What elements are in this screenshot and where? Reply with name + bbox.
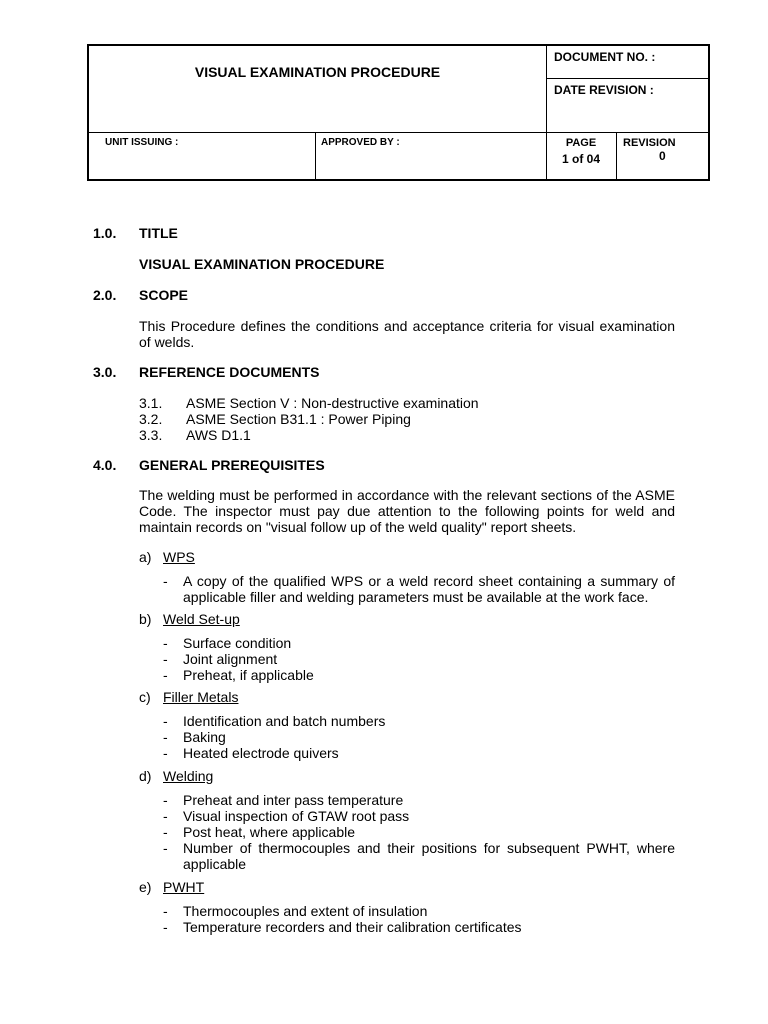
- item-letter: d): [139, 768, 152, 784]
- item-letter: c): [139, 689, 151, 705]
- dash-bullet: -: [163, 824, 168, 840]
- section-text: This Procedure defines the conditions and acceptance criteria for visual examination of welds.: [139, 318, 675, 350]
- section-heading: SCOPE: [139, 287, 189, 303]
- document-title: VISUAL EXAMINATION PROCEDURE: [194, 64, 441, 80]
- dash-bullet: -: [163, 808, 168, 824]
- dash-bullet: -: [163, 903, 168, 919]
- item-title: Filler Metals: [163, 689, 239, 705]
- section-text: VISUAL EXAMINATION PROCEDURE: [139, 256, 385, 272]
- dash-bullet: -: [163, 792, 168, 808]
- dash-bullet: -: [163, 713, 168, 729]
- list-item: Preheat and inter pass temperature: [183, 792, 404, 808]
- dash-bullet: -: [163, 651, 168, 667]
- dash-bullet: -: [163, 729, 168, 745]
- list-item: Identification and batch numbers: [183, 713, 386, 729]
- dash-bullet: -: [163, 635, 168, 651]
- reference-text: ASME Section B31.1 : Power Piping: [186, 411, 411, 427]
- section-number: 1.0.: [93, 225, 117, 241]
- item-letter: e): [139, 879, 152, 895]
- reference-number: 3.1.: [139, 395, 163, 411]
- dash-bullet: -: [163, 667, 168, 683]
- item-title: WPS: [163, 549, 195, 565]
- revision-label: REVISION: [623, 137, 676, 149]
- divider: [616, 132, 617, 179]
- section-number: 2.0.: [93, 287, 117, 303]
- unit-issuing-label: UNIT ISSUING :: [105, 137, 179, 148]
- dash-bullet: -: [163, 745, 168, 761]
- list-item: Heated electrode quivers: [183, 745, 339, 761]
- document-header: [87, 44, 710, 181]
- list-item: Number of thermocouples and their positions for subsequent PWHT, where applicable: [183, 840, 675, 872]
- item-title: Weld Set-up: [163, 611, 240, 627]
- reference-number: 3.2.: [139, 411, 163, 427]
- list-item: Temperature recorders and their calibration certificates: [183, 919, 522, 935]
- list-item: Preheat, if applicable: [183, 667, 314, 683]
- list-item: A copy of the qualified WPS or a weld record sheet containing a summary of applicable filler and welding parameters must be available at the work face.: [183, 573, 675, 605]
- reference-text: AWS D1.1: [186, 427, 251, 443]
- section-text: The welding must be performed in accordance with the relevant sections of the ASME Code. The inspector must pay due attention to the following points for weld and maintain records on "visual follow up of the weld quality" report sheets.: [139, 487, 675, 535]
- divider: [546, 78, 708, 79]
- section-number: 4.0.: [93, 457, 117, 473]
- document-no-label: DOCUMENT NO. :: [554, 50, 656, 64]
- list-item: Visual inspection of GTAW root pass: [183, 808, 410, 824]
- list-item: Thermocouples and extent of insulation: [183, 903, 428, 919]
- item-title: PWHT: [163, 879, 205, 895]
- divider: [315, 132, 316, 179]
- reference-text: ASME Section V : Non-destructive examination: [186, 395, 479, 411]
- section-number: 3.0.: [93, 364, 117, 380]
- section-heading: GENERAL PREREQUISITES: [139, 457, 325, 473]
- item-letter: a): [139, 549, 152, 565]
- section-heading: TITLE: [139, 225, 178, 241]
- page-value: 1 of 04: [561, 152, 600, 166]
- dash-bullet: -: [163, 840, 168, 856]
- dash-bullet: -: [163, 573, 168, 589]
- reference-number: 3.3.: [139, 427, 163, 443]
- revision-value: 0: [659, 149, 666, 163]
- list-item: Joint alignment: [183, 651, 278, 667]
- date-revision-label: DATE REVISION :: [554, 83, 654, 97]
- list-item: Surface condition: [183, 635, 292, 651]
- section-heading: REFERENCE DOCUMENTS: [139, 364, 320, 380]
- approved-by-label: APPROVED BY :: [321, 137, 400, 148]
- item-letter: b): [139, 611, 152, 627]
- list-item: Post heat, where applicable: [183, 824, 355, 840]
- dash-bullet: -: [163, 919, 168, 935]
- page-label: PAGE: [565, 137, 597, 149]
- item-title: Welding: [163, 768, 214, 784]
- list-item: Baking: [183, 729, 226, 745]
